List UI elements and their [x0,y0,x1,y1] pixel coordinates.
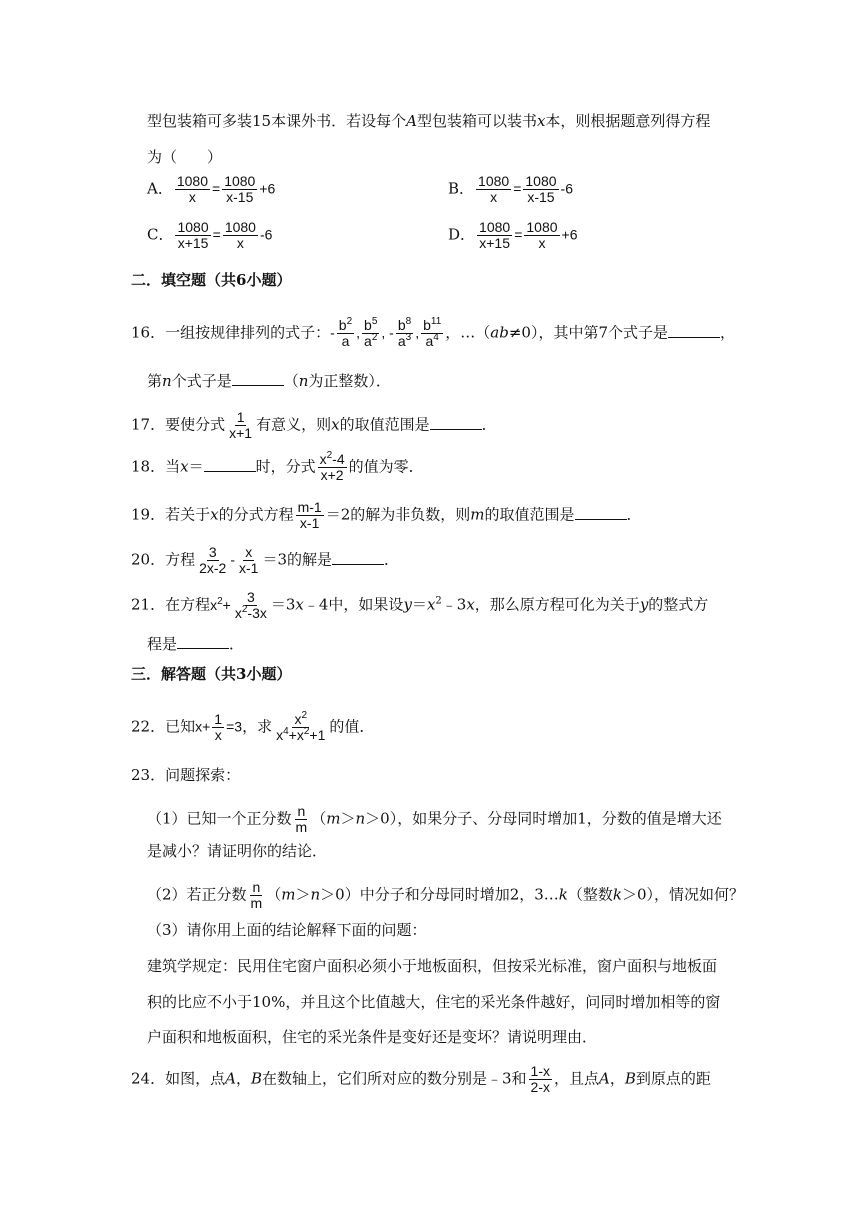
answer-blank [177,634,229,649]
option-d: D． $\frac{1080}{x+15}$ = $\frac{1080}{x}$ +6 [448,219,578,251]
q16-term-1: $\frac{b^2}{a}$ [338,316,353,349]
question-23-text-line3: 户面积和地板面积，住宅的采光条件是变好还是变坏？请说明理由． [147,1028,598,1046]
answer-blank [430,415,482,430]
q20-fraction-1: $\frac{3}{2x-2}$ [199,544,227,576]
q23-fraction-1: $\frac{n}{m}$ [295,803,308,835]
answer-blank [204,457,256,472]
option-c: C． $\frac{1080}{x+15}$ = $\frac{1080}{x}$ -6 [147,219,273,251]
question-16-line2: 第n个式子是 （n为正整数）． [147,372,391,390]
question-17: 17．要使分式 $\frac{1}{x+1}$ 有意义，则x的取值范围是 ． [131,409,497,441]
question-23-part-2: （2）若正分数 $\frac{n}{m}$ （m＞n＞0）中分子和分母同时增加2，3…k（整数k＞0），情况如何？ [147,879,745,911]
question-23-text-line1: 建筑学规定：民用住宅窗户面积必须小于地板面积，但按采光标准，窗户面积与地板面 [147,957,718,975]
option-d-right-fraction: $\frac{1080}{x}$ [526,219,558,251]
option-c-right-fraction: $\frac{1080}{x}$ [224,219,256,251]
answer-blank [232,371,284,386]
question-16: 16．一组按规律排列的式子：- $\frac{b^2}{a}$ , $\frac{b^5}{a^2}$ , - $\frac{b^8}{a^3}$ , $\frac{b^{11}}{a^4}$ ，…（ab≠0），其中第7个式子是 ， [131,316,736,349]
q16-term-4: $\frac{b^{11}}{a^4}$ [423,316,442,349]
q21-fraction: $\frac{3}{x^2-3x}$ [234,589,267,621]
question-21: 21．在方程$x^2+$ $\frac{3}{x^2-3x}$ ＝3x﹣4中，如果设$y=x^2﹣3x$，那么原方程可化为关于y的整式方 [131,589,709,621]
answer-blank [575,505,627,520]
question-22: 22．已知x+ $\frac{1}{x}$ =3，求 $\frac{x^2}{x^4+x^2+1}$ 的值． [131,710,375,743]
question-15-text-line1: 型包装箱可多装15本课外书．若设每个A型包装箱可以装书x本，则根据题意列得方程 [147,112,711,130]
option-c-left-fraction: $\frac{1080}{x+15}$ [177,219,209,251]
option-a-right-fraction: $\frac{1080}{x-15}$ [224,173,256,205]
q16-term-3: $\frac{b^8}{a^3}$ [397,316,412,349]
option-a: A． $\frac{1080}{x}$ = $\frac{1080}{x-15}$ +6 [147,173,276,205]
question-21-line2: 程是 ． [147,635,245,653]
question-18: 18．当x＝ 时，分式 $\frac{x^2-4}{x+2}$ 的值为零． [131,450,424,483]
answer-blank [332,550,384,565]
q18-fraction: $\frac{x^2-4}{x+2}$ [319,450,345,483]
option-d-left-fraction: $\frac{1080}{x+15}$ [479,219,511,251]
option-a-left-fraction: $\frac{1080}{x}$ [176,173,208,205]
question-19: 19．若关于x的分式方程 $\frac{m-1}{x-1}$ ＝2的解为非负数，则m的取值范围是 ． [131,499,642,531]
option-b-left-fraction: $\frac{1080}{x}$ [478,173,510,205]
question-23-part-1-line2: 是减小？请证明你的结论． [147,842,328,860]
q19-fraction: $\frac{m-1}{x-1}$ [297,499,322,531]
question-23-text-line2: 积的比应不小于10%，并且这个比值越大，住宅的采光条件越好，问同时增加相等的窗 [147,993,721,1011]
q22-fraction-2: $\frac{x^2}{x^4+x^2+1}$ [276,710,326,743]
q20-fraction-2: $\frac{x}{x-1}$ [239,544,259,576]
question-15-text-line2: 为（ ） [147,148,223,166]
option-b: B． $\frac{1080}{x}$ = $\frac{1080}{x-15}$ -6 [448,173,573,205]
q23-fraction-2: $\frac{n}{m}$ [250,879,263,911]
q17-fraction: $\frac{1}{x+1}$ [229,409,253,441]
q22-fraction-1: $\frac{1}{x}$ [214,711,223,743]
question-23-part-1: （1）已知一个正分数 $\frac{n}{m}$ （m＞n＞0），如果分子、分母同时增加1，分数的值是增大还 [147,803,722,835]
section-3-heading: 三．解答题（共3小题） [131,665,292,683]
q24-fraction: $\frac{1-x}{2-x}$ [530,1063,550,1095]
q16-term-2: $\frac{b^5}{a^2}$ [364,316,378,349]
question-24: 24．如图，点A，B在数轴上，它们所对应的数分别是﹣3和 $\frac{1-x}{2-x}$ ，且点A，B到原点的距 [131,1063,711,1095]
question-20: 20．方程 $\frac{3}{2x-2}$ - $\frac{x}{x-1}$ ＝3的解是 ． [131,544,400,576]
option-b-right-fraction: $\frac{1080}{x-15}$ [525,173,557,205]
section-2-heading: 二．填空题（共6小题） [131,271,292,289]
question-23-part-3: （3）请你用上面的结论解释下面的问题： [147,921,427,939]
question-23: 23．问题探索： [131,766,241,784]
answer-blank [668,323,720,338]
